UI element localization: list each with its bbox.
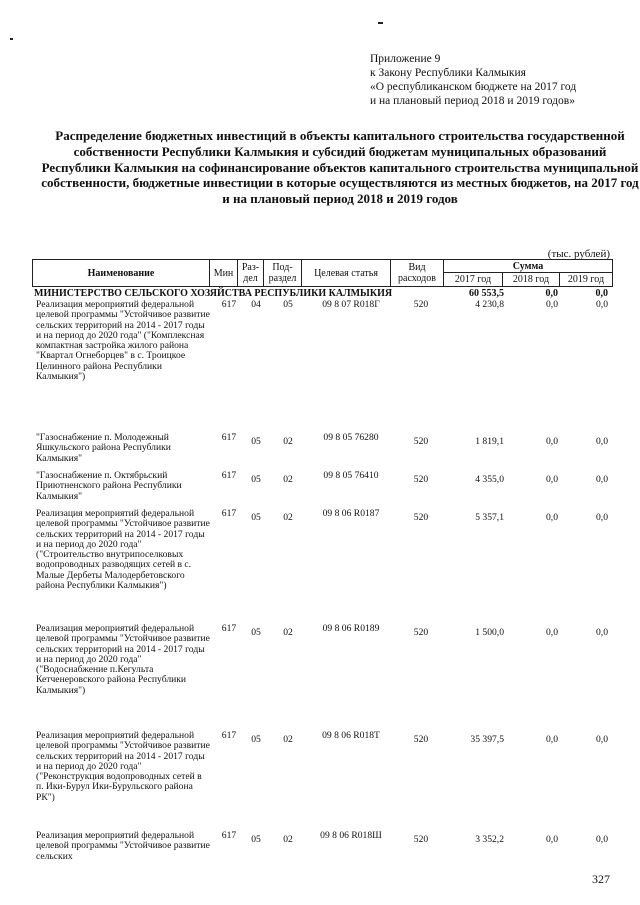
- row-name: Реализация мероприятий федеральной целевой программы "Устойчивое развитие сельских территорий на 2014 - 2017 годы и на период до 2020 года" ("Строительство внутрипоселковых водопроводных разводящих сетей в с. Малые Дербеты Малодербетовского района Республики Калмыкия"): [36, 508, 210, 592]
- header-podrazdel: Под-раздел: [264, 260, 302, 287]
- row-2018: 0,0: [546, 474, 558, 485]
- row-razdel: 05: [251, 436, 261, 447]
- row-vid: 520: [413, 627, 429, 638]
- table-row: [32, 731, 613, 831]
- row-name: Реализация мероприятий федеральной целевой программы "Устойчивое развитие сельских территорий на 2014 - 2017 годы и на период до 2020 года" ("Реконструкция водопроводных сетей в п. Ики-Бурул Ики-Бурульского района РК"): [36, 730, 210, 803]
- ministry-name: МИНИСТЕРСТВО СЕЛЬСКОГО ХОЗЯЙСТВА РЕСПУБЛИКИ КАЛМЫКИЯ: [34, 288, 393, 299]
- row-2017: 3 352,2: [475, 834, 504, 845]
- row-min: 617: [221, 623, 237, 634]
- appendix-line: Приложение 9: [370, 53, 441, 65]
- row-vid: 520: [413, 512, 429, 523]
- row-min: 617: [221, 299, 237, 310]
- row-statya: 09 8 07 R018Г: [322, 299, 380, 310]
- row-min: 617: [221, 730, 237, 741]
- header-summa: Сумма: [444, 260, 613, 273]
- row-podrazdel: 02: [283, 834, 293, 845]
- row-podrazdel: 02: [283, 436, 293, 447]
- scan-speck: [378, 22, 383, 24]
- row-2019: 0,0: [596, 512, 608, 523]
- row-2019: 0,0: [596, 734, 608, 745]
- appendix-header: [370, 52, 632, 108]
- header-min: Мин: [210, 260, 238, 287]
- row-vid: 520: [413, 299, 429, 310]
- table-row: [32, 624, 613, 731]
- row-vid: 520: [413, 436, 429, 447]
- appendix-line: и на плановый период 2018 и 2019 годов»: [370, 95, 575, 107]
- table-header: [32, 259, 613, 287]
- row-2017: 5 357,1: [475, 512, 504, 523]
- row-podrazdel: 02: [283, 627, 293, 638]
- row-razdel: 05: [251, 834, 261, 845]
- row-name: Реализация мероприятий федеральной целевой программы "Устойчивое развитие сельских территорий на 2014 - 2017 годы и на период до 2020 года" ("Водоснабжение п.Кегульта Кетченеровского района Республики Калмыкия"): [36, 623, 210, 696]
- table-row: [32, 831, 613, 865]
- row-2019: 0,0: [596, 834, 608, 845]
- header-2017: 2017 год: [444, 273, 503, 287]
- row-2018: 0,0: [546, 299, 558, 310]
- header-statya: Целевая статья: [302, 260, 391, 287]
- appendix-line: «О республиканском бюджете на 2017 год: [370, 81, 577, 93]
- row-2018: 0,0: [546, 734, 558, 745]
- appendix-line: к Закону Республики Калмыкия: [370, 67, 526, 79]
- row-vid: 520: [413, 734, 429, 745]
- table-body: [32, 289, 613, 865]
- units-label: (тыс. рублей): [547, 248, 610, 260]
- header-razdel: Раз-дел: [238, 260, 264, 287]
- row-min: 617: [221, 470, 237, 481]
- row-name: "Газоснабжение п. Октябрьский Приютненского района Республики Калмыкия": [36, 470, 182, 502]
- table-row: [32, 471, 613, 509]
- table-row: [32, 509, 613, 624]
- document-title: Распределение бюджетных инвестиций в объекты капитального строительства государственной собственности Республики Калмыкия и субсидий бюджетам муниципальных образований Республики Калмыкия на софинансирование объектов капитального строительства муниципальной собственности, бюджетные инвестиции в которые осуществляются из местных бюджетов, на 2017 год и на плановый период 2018 и 2019 годов: [41, 128, 639, 207]
- row-razdel: 05: [251, 512, 261, 523]
- header-name: Наименование: [33, 260, 210, 287]
- row-name: Реализация мероприятий федеральной целевой программы "Устойчивое развитие сельских: [36, 830, 210, 862]
- row-vid: 520: [413, 474, 429, 485]
- row-podrazdel: 05: [283, 299, 293, 310]
- row-razdel: 05: [251, 627, 261, 638]
- row-2017: 4 355,0: [475, 474, 504, 485]
- row-2017: 35 397,5: [470, 734, 504, 745]
- row-podrazdel: 02: [283, 474, 293, 485]
- header-vid: Вид расходов: [391, 260, 444, 287]
- row-statya: 09 8 06 R018Ш: [320, 830, 382, 841]
- row-statya: 09 8 06 R018Т: [322, 730, 380, 741]
- table-row: [32, 300, 613, 433]
- row-name: "Газоснабжение п. Молодежный Яшкульского района Республики Калмыкия": [36, 432, 171, 464]
- row-podrazdel: 02: [283, 512, 293, 523]
- row-razdel: 04: [251, 299, 261, 310]
- row-statya: 09 8 05 76280: [323, 432, 379, 443]
- ministry-2019: 0,0: [595, 288, 608, 299]
- row-podrazdel: 02: [283, 734, 293, 745]
- row-2019: 0,0: [596, 474, 608, 485]
- row-razdel: 05: [251, 474, 261, 485]
- row-2017: 4 230,8: [475, 299, 504, 310]
- row-vid: 520: [413, 834, 429, 845]
- row-2018: 0,0: [546, 512, 558, 523]
- row-min: 617: [221, 830, 237, 841]
- row-2019: 0,0: [596, 436, 608, 447]
- row-min: 617: [221, 508, 237, 519]
- table-row: [32, 433, 613, 471]
- row-statya: 09 8 06 R0189: [322, 623, 380, 634]
- header-2019: 2019 год: [560, 273, 613, 287]
- row-min: 617: [221, 432, 237, 443]
- row-name: Реализация мероприятий федеральной целевой программы "Устойчивое развитие сельских территорий на 2014 - 2017 годы и на период до 2020 года" ("Комплексная компактная застройка жилого района "Квартал Огнеборцев" в с. Троицкое Целинного района Республики Калмыкия"): [36, 299, 210, 383]
- row-2018: 0,0: [546, 834, 558, 845]
- row-2018: 0,0: [546, 436, 558, 447]
- row-2018: 0,0: [546, 627, 558, 638]
- row-statya: 09 8 05 76410: [323, 470, 379, 481]
- row-statya: 09 8 06 R0187: [322, 508, 380, 519]
- row-2019: 0,0: [596, 627, 608, 638]
- row-2019: 0,0: [596, 299, 608, 310]
- ministry-2018: 0,0: [545, 288, 558, 299]
- row-2017: 1 500,0: [475, 627, 504, 638]
- row-2017: 1 819,1: [475, 436, 504, 447]
- scan-speck: [10, 38, 13, 40]
- page-number: 327: [592, 872, 610, 886]
- header-2018: 2018 год: [503, 273, 560, 287]
- row-razdel: 05: [251, 734, 261, 745]
- ministry-2017: 60 553,5: [469, 288, 504, 299]
